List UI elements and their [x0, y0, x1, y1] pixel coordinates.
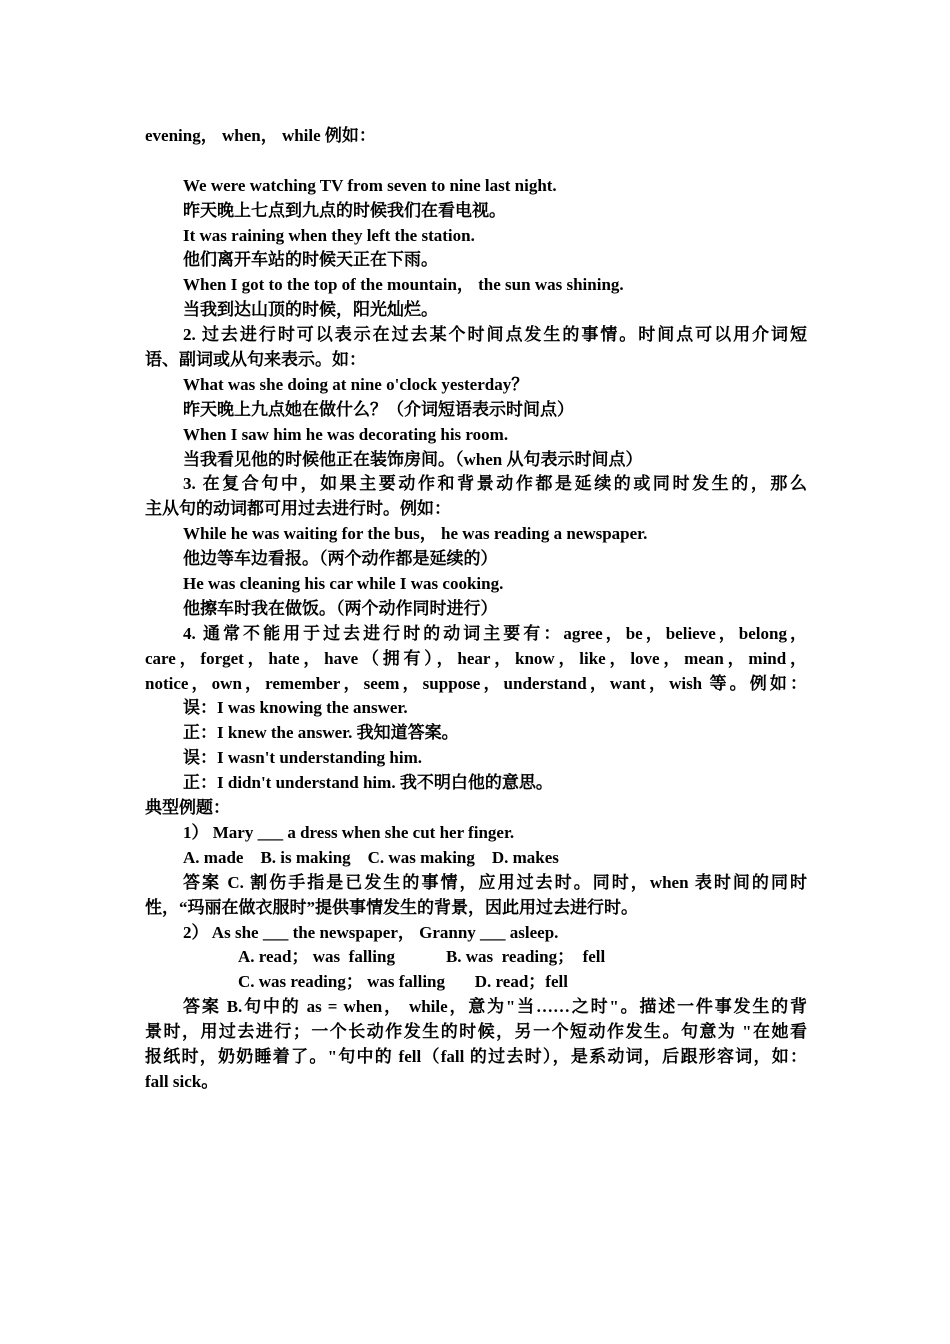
example-sentence: When I got to the top of the mountain， the sun was shining.: [183, 275, 624, 295]
example-translation: 昨天晚上九点她在做什么？（介词短语表示时间点）: [183, 399, 574, 419]
rule-4-line: 4. 通常不能用于过去进行时的动词主要有：agree，be，believe，belong，: [183, 623, 807, 643]
document-body: [145, 124, 807, 1095]
example-translation: 昨天晚上七点到九点的时候我们在看电视。: [183, 200, 506, 220]
example-sentence: It was raining when they left the station.: [183, 225, 475, 245]
correct-example: 正：I knew the answer. 我知道答案。: [183, 723, 459, 743]
answer-2-line: 景时，用过去进行；一个长动作发生的时候，另一个短动作发生。句意为 "在她看: [145, 1022, 807, 1042]
rule-4-line: care，forget，hate，have（拥有），hear，know，like，love，mean，mind，: [145, 648, 807, 668]
example-sentence: When I saw him he was decorating his room.: [183, 424, 509, 444]
rule-4-line: notice，own，remember，seem，suppose，understand，want，wish 等。例如：: [145, 673, 807, 693]
text-line: evening， when， while 例如：: [145, 126, 376, 145]
question-1-options: A. made B. is making C. was making D. makes: [183, 847, 559, 867]
answer-1-line: 性，“玛丽在做衣服时”提供事情发生的背景，因此用过去进行时。: [145, 897, 638, 917]
example-sentence: While he was waiting for the bus， he was reading a newspaper.: [183, 524, 648, 544]
rule-2-line: 语、副词或从句来表示。如：: [145, 350, 366, 370]
example-translation: 他边等车边看报。（两个动作都是延续的）: [183, 549, 498, 569]
correct-example: 正：I didn't understand him. 我不明白他的意思。: [183, 773, 553, 793]
example-sentence: We were watching TV from seven to nine last night.: [183, 175, 557, 195]
answer-2-line: fall sick。: [145, 1071, 219, 1091]
answer-2-line: 报纸时，奶奶睡着了。"句中的 fell（fall 的过去时），是系动词，后跟形容词，如：: [145, 1046, 807, 1066]
example-translation: 他擦车时我在做饭。（两个动作同时进行）: [183, 598, 498, 618]
example-translation: 他们离开车站的时候天正在下雨。: [183, 250, 438, 270]
rule-2-line: 2. 过去进行时可以表示在过去某个时间点发生的事情。时间点可以用介词短: [183, 325, 807, 345]
rule-3-line: 主从句的动词都可用过去进行时。例如：: [145, 499, 451, 519]
question-1: 1） Mary ___ a dress when she cut her finger.: [183, 822, 515, 842]
rule-3-line: 3. 在复合句中，如果主要动作和背景动作都是延续的或同时发生的，那么: [183, 474, 807, 494]
example-translation: 当我到达山顶的时候，阳光灿烂。: [183, 300, 438, 320]
blank-line: [145, 149, 807, 174]
example-sentence: He was cleaning his car while I was cooking.: [183, 574, 504, 594]
answer-1-line: 答案 C. 割伤手指是已发生的事情，应用过去时。同时，when 表时间的同时: [183, 872, 807, 892]
question-2: 2） As she ___ the newspaper， Granny ___ asleep.: [183, 922, 559, 942]
wrong-example: 误：I was knowing the answer.: [183, 698, 408, 718]
question-2-options: C. was reading； was falling D. read；fell: [238, 972, 568, 992]
answer-2-line: 答案 B.句中的 as = when， while，意为"当……之时"。描述一件事发生的背: [183, 997, 807, 1017]
question-2-options: A. read； was falling B. was reading； fell: [238, 947, 606, 967]
section-heading: 典型例题：: [145, 798, 230, 818]
wrong-example: 误：I wasn't understanding him.: [183, 748, 423, 768]
example-translation: 当我看见他的时候他正在装饰房间。（when 从句表示时间点）: [183, 449, 643, 469]
example-sentence: What was she doing at nine o'clock yesterday？: [183, 374, 529, 394]
